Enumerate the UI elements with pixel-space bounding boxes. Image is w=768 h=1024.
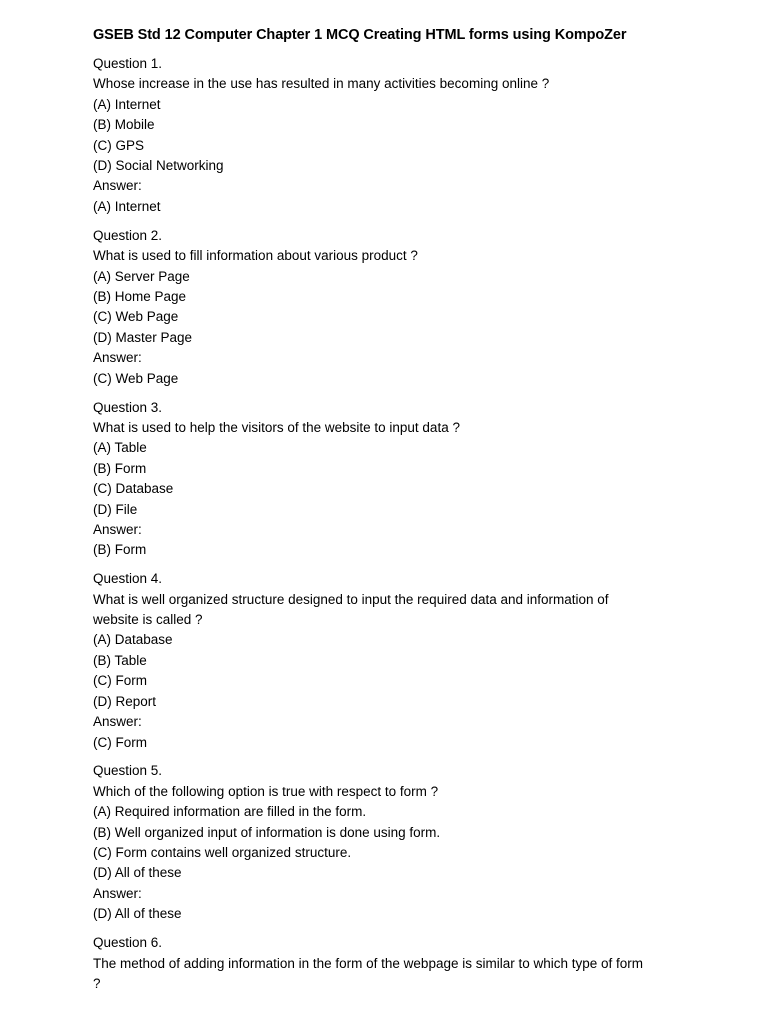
answer-option: (C) Database [93,481,174,497]
question-text: What is used to help the visitors of the website to input data ? [93,419,460,435]
question-number: Question 2. [93,227,163,243]
correct-answer: (B) Form [93,542,147,558]
question-block [93,761,693,924]
answer-label: Answer: [93,350,142,366]
answer-option: (A) Table [93,440,147,456]
answer-option: (A) Database [93,632,173,648]
question-text: Whose increase in the use has resulted in many activities becoming online ? [93,76,550,92]
question-block [93,569,693,753]
answer-option: (D) Master Page [93,329,193,345]
answer-option: (D) Social Networking [93,158,224,174]
document-page [93,24,693,1003]
question-text: What is well organized structure designed to input the required data and information of website is called ? [93,591,609,628]
question-block [93,226,693,389]
answer-option: (D) Report [93,693,157,709]
answer-option: (B) Form [93,460,147,476]
correct-answer: (C) Web Page [93,370,179,386]
answer-option: (B) Table [93,652,147,668]
question-number: Question 1. [93,56,163,71]
correct-answer: (D) All of these [93,906,182,922]
question-number: Question 6. [93,935,163,951]
question-text: What is used to fill information about various product ? [93,248,418,264]
question-number: Question 4. [93,571,163,587]
answer-label: Answer: [93,521,142,537]
answer-option: (C) Web Page [93,309,179,325]
correct-answer: (A) Internet [93,198,161,214]
answer-label: Answer: [93,178,142,194]
answer-option: (A) Server Page [93,268,190,284]
answer-option: (C) Form [93,673,147,689]
question-block [93,398,693,561]
answer-label: Answer: [93,714,142,730]
answer-option: (B) Well organized input of information is done using form. [93,824,441,840]
answer-option: (A) Required information are filled in the form. [93,804,367,820]
question-block [93,54,693,217]
answer-label: Answer: [93,885,142,901]
answer-option: (A) Internet [93,96,161,112]
answer-option: (C) Form contains well organized structure. [93,845,352,861]
correct-answer: (C) Form [93,734,147,750]
question-number: Question 5. [93,763,163,779]
question-text: Which of the following option is true with respect to form ? [93,783,439,799]
question-block [93,933,693,994]
answer-option: (B) Mobile [93,117,155,133]
question-number: Question 3. [93,399,163,415]
answer-option: (D) All of these [93,865,182,881]
question-text: The method of adding information in the form of the webpage is similar to which type of form ? [93,955,644,991]
answer-option: (D) File [93,501,138,517]
answer-option: (C) GPS [93,137,145,153]
document-title: GSEB Std 12 Computer Chapter 1 MCQ Creating HTML forms using KompoZer [93,27,627,43]
answer-option: (B) Home Page [93,288,187,304]
